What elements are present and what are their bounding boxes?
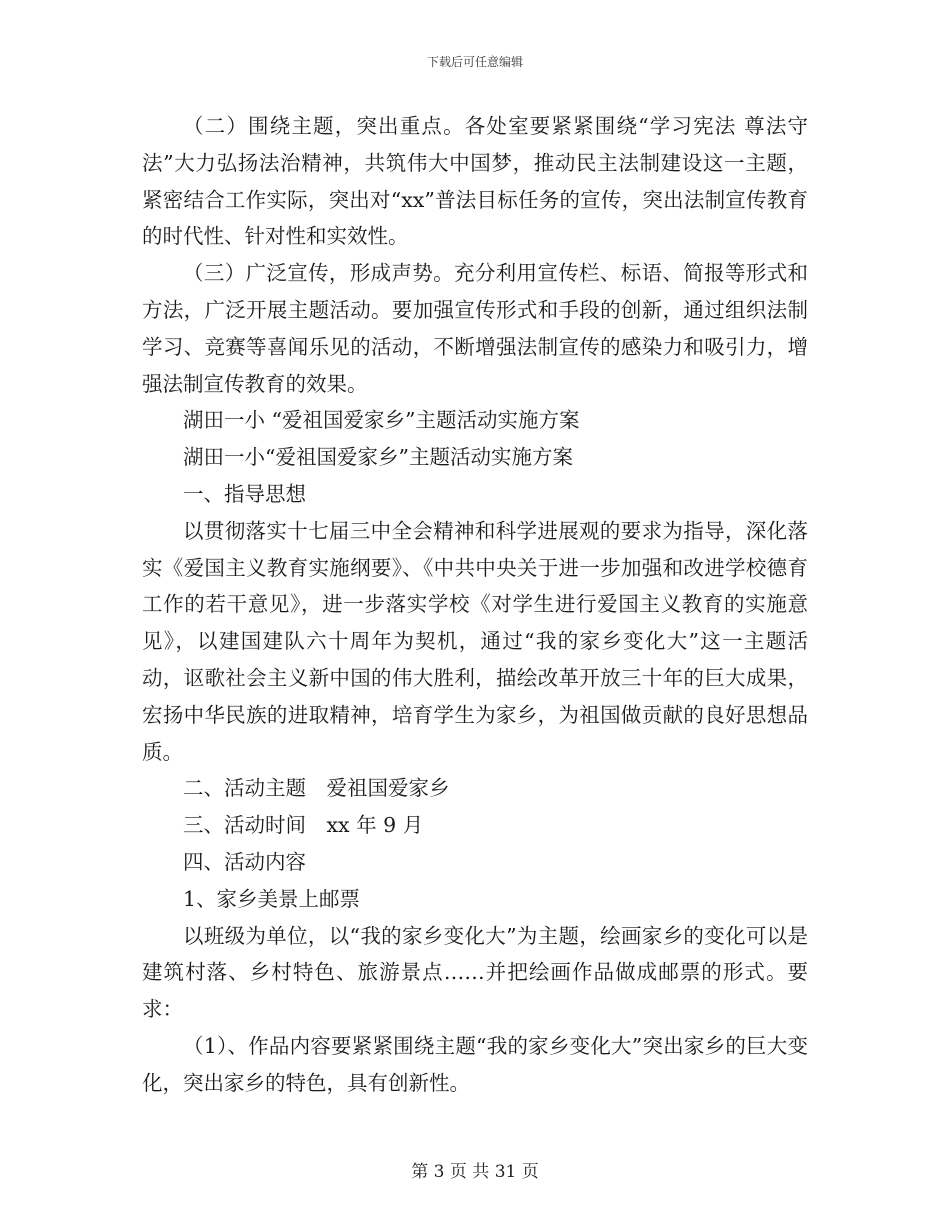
paragraph-requirement-1: （1）、作品内容要紧紧围绕主题“我的家乡变化大”突出家乡的巨大变化，突出家乡的特色，具有创新性。 xyxy=(142,1033,808,1095)
section-heading-time: 三、活动时间 xx 年 9 月 xyxy=(183,813,424,838)
section-heading-guiding-thought: 一、指导思想 xyxy=(183,481,306,506)
document-body xyxy=(142,108,808,1102)
document-subtitle: 湖田一小“爱祖国爱家乡”主题活动实施方案 xyxy=(183,445,573,470)
paragraph-stamps: 以班级为单位，以“我的家乡变化大”为主题，绘画家乡的变化可以是建筑村落、乡村特色、旅游景点……并把绘画作品做成邮票的形式。要求： xyxy=(142,923,808,1022)
page-footer: 第 3 页 共 31 页 xyxy=(411,1162,539,1182)
document-title: 湖田一小 “爱祖国爱家乡”主题活动实施方案 xyxy=(183,408,580,433)
section-heading-theme: 二、活动主题 爱祖国爱家乡 xyxy=(183,776,450,801)
section-heading-content: 四、活动内容 xyxy=(183,849,306,874)
subsection-heading-stamps: 1、家乡美景上邮票 xyxy=(183,886,361,911)
paragraph-focus-theme: （二）围绕主题，突出重点。各处室要紧紧围绕“学习宪法 尊法守法”大力弘扬法治精神，共筑伟大中国梦，推动民主法制建设这一主题，紧密结合工作实际，突出对“xx”普法目标任务的宣传，突出法制宣传教育的时代性、针对性和实效性。 xyxy=(142,114,808,249)
paragraph-guiding-thought: 以贯彻落实十七届三中全会精神和科学进展观的要求为指导，深化落实《爱国主义教育实施纲要》、《中共中央关于进一步加强和改进学校德育工作的若干意见》，进一步落实学校《对学生进行爱国主义教育的实施意见》，以建国建队六十周年为契机，通过“我的家乡变化大”这一主题活动，讴歌社会主义新中国的伟大胜利，描绘改革开放三十年的巨大成果，宏扬中华民族的进取精神，培育学生为家乡，为祖国做贡献的良好思想品质。 xyxy=(142,518,808,764)
page-header: 下载后可任意编辑 xyxy=(426,55,523,69)
paragraph-publicity: （三）广泛宣传，形成声势。充分利用宣传栏、标语、简报等形式和方法，广泛开展主题活动。要加强宣传形式和手段的创新，通过组织法制学习、竞赛等喜闻乐见的活动，不断增强法制宣传的感染力和吸引力，增强法制宣传教育的效果。 xyxy=(142,261,808,396)
